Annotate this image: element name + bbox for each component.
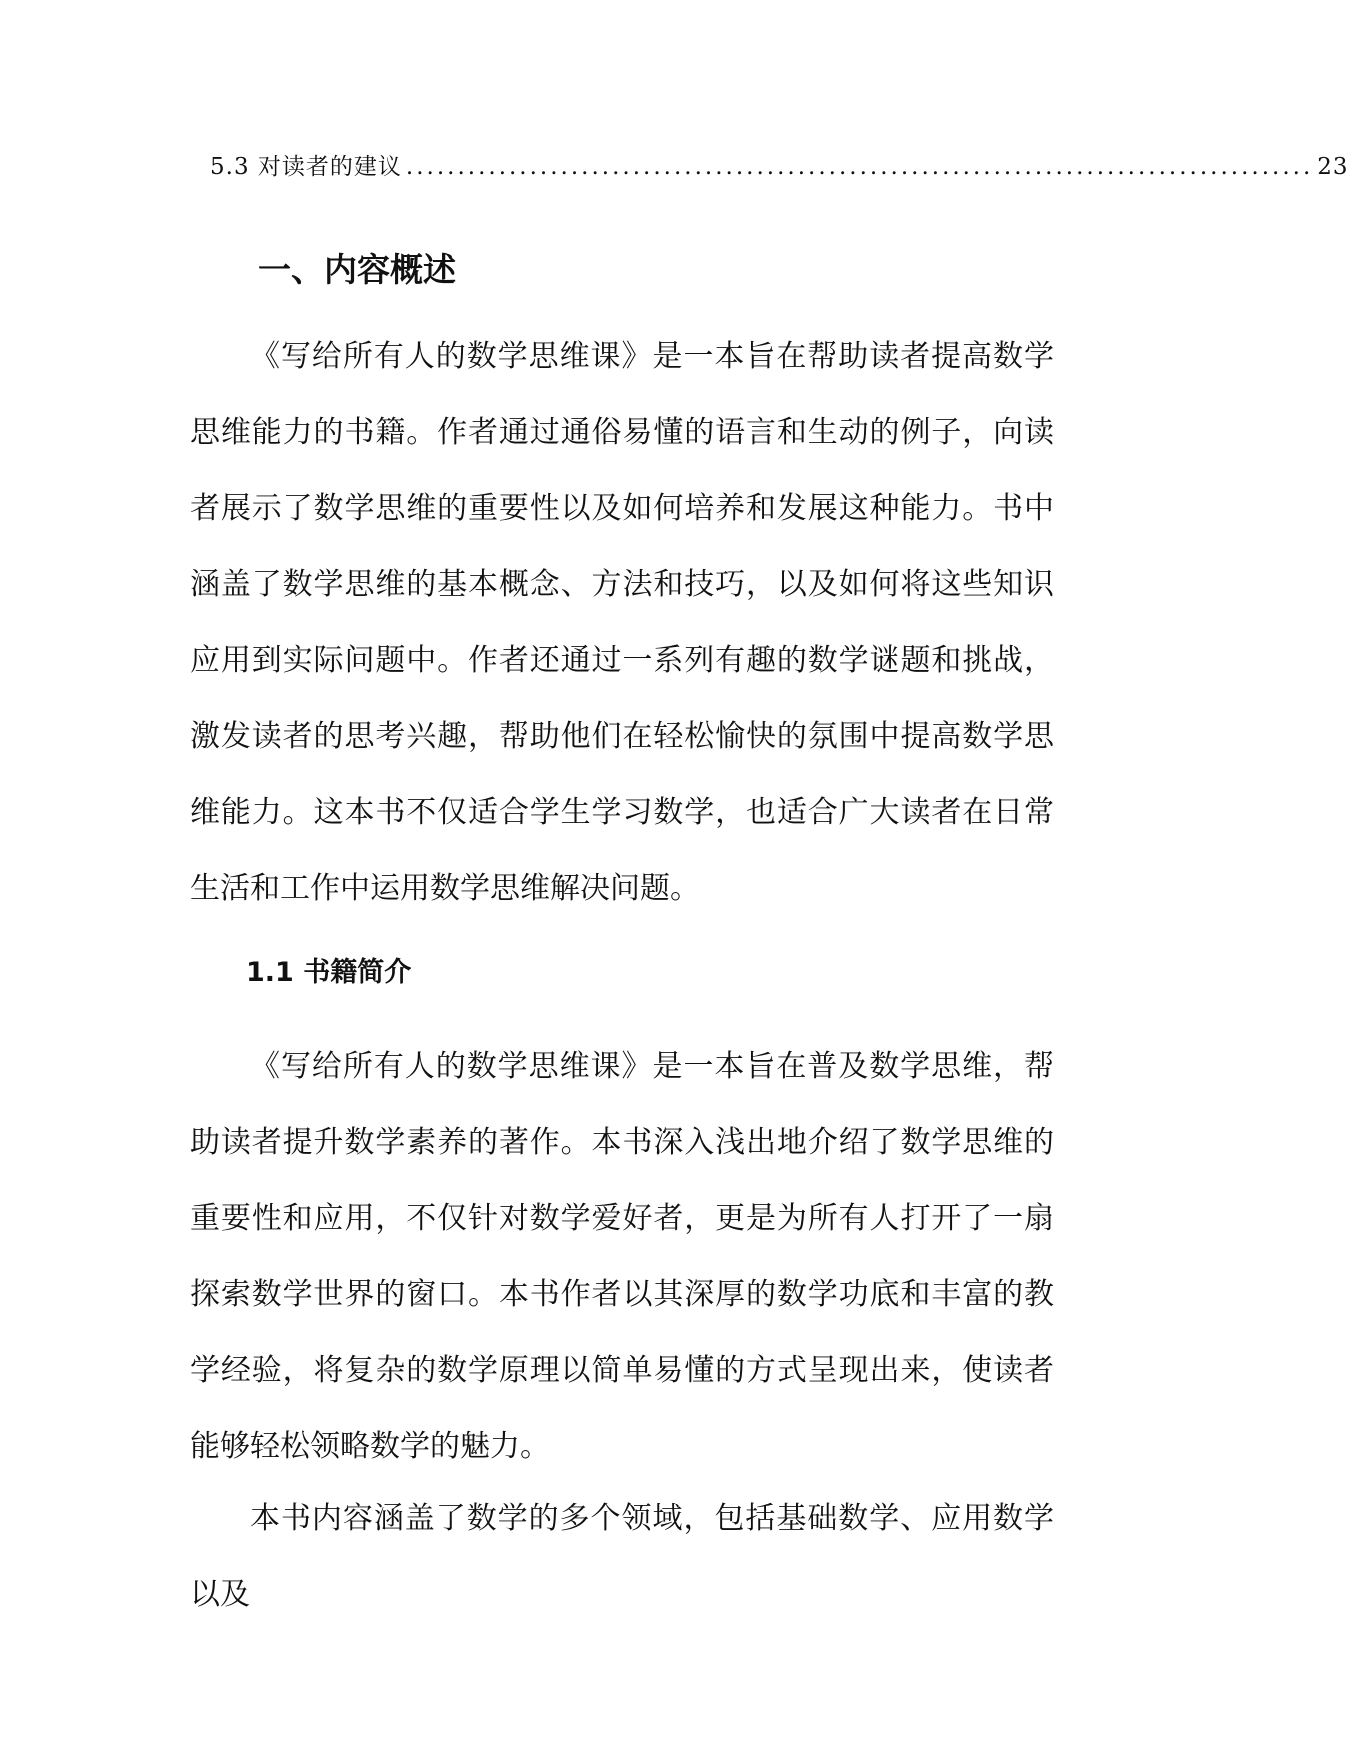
subsection-paragraph-2: 本书内容涵盖了数学的多个领域，包括基础数学、应用数学以及 xyxy=(190,1501,1054,1612)
toc-dot-leader: ........................................................................................ xyxy=(405,154,1314,180)
toc-page-number: 23 xyxy=(1317,154,1349,180)
subsection-heading: 1.1 书籍简介 xyxy=(246,957,412,988)
section-heading: 一、内容概述 xyxy=(258,250,456,289)
toc-entry-label: 5.3 对读者的建议 xyxy=(210,154,402,180)
toc-entry[interactable] xyxy=(210,148,1349,181)
subsection-paragraph-1: 《写给所有人的数学思维课》是一本旨在普及数学思维，帮助读者提升数学素养的著作。本书深入浅出地介绍了数学思维的重要性和应用，不仅针对数学爱好者，更是为所有人打开了一扇探索数学世界的窗口。本书作者以其深厚的数学功底和丰富的教学经验，将复杂的数学原理以简单易懂的方式呈现出来，使读者能够轻松领略数学的魅力。 xyxy=(190,1049,1054,1464)
section-paragraph: 《写给所有人的数学思维课》是一本旨在帮助读者提高数学思维能力的书籍。作者通过通俗易懂的语言和生动的例子，向读者展示了数学思维的重要性以及如何培养和发展这种能力。书中涵盖了数学思维的基本概念、方法和技巧，以及如何将这些知识应用到实际问题中。作者还通过一系列有趣的数学谜题和挑战，激发读者的思考兴趣，帮助他们在轻松愉快的氛围中提高数学思维能力。这本书不仅适合学生学习数学，也适合广大读者在日常生活和工作中运用数学思维解决问题。 xyxy=(190,339,1054,906)
